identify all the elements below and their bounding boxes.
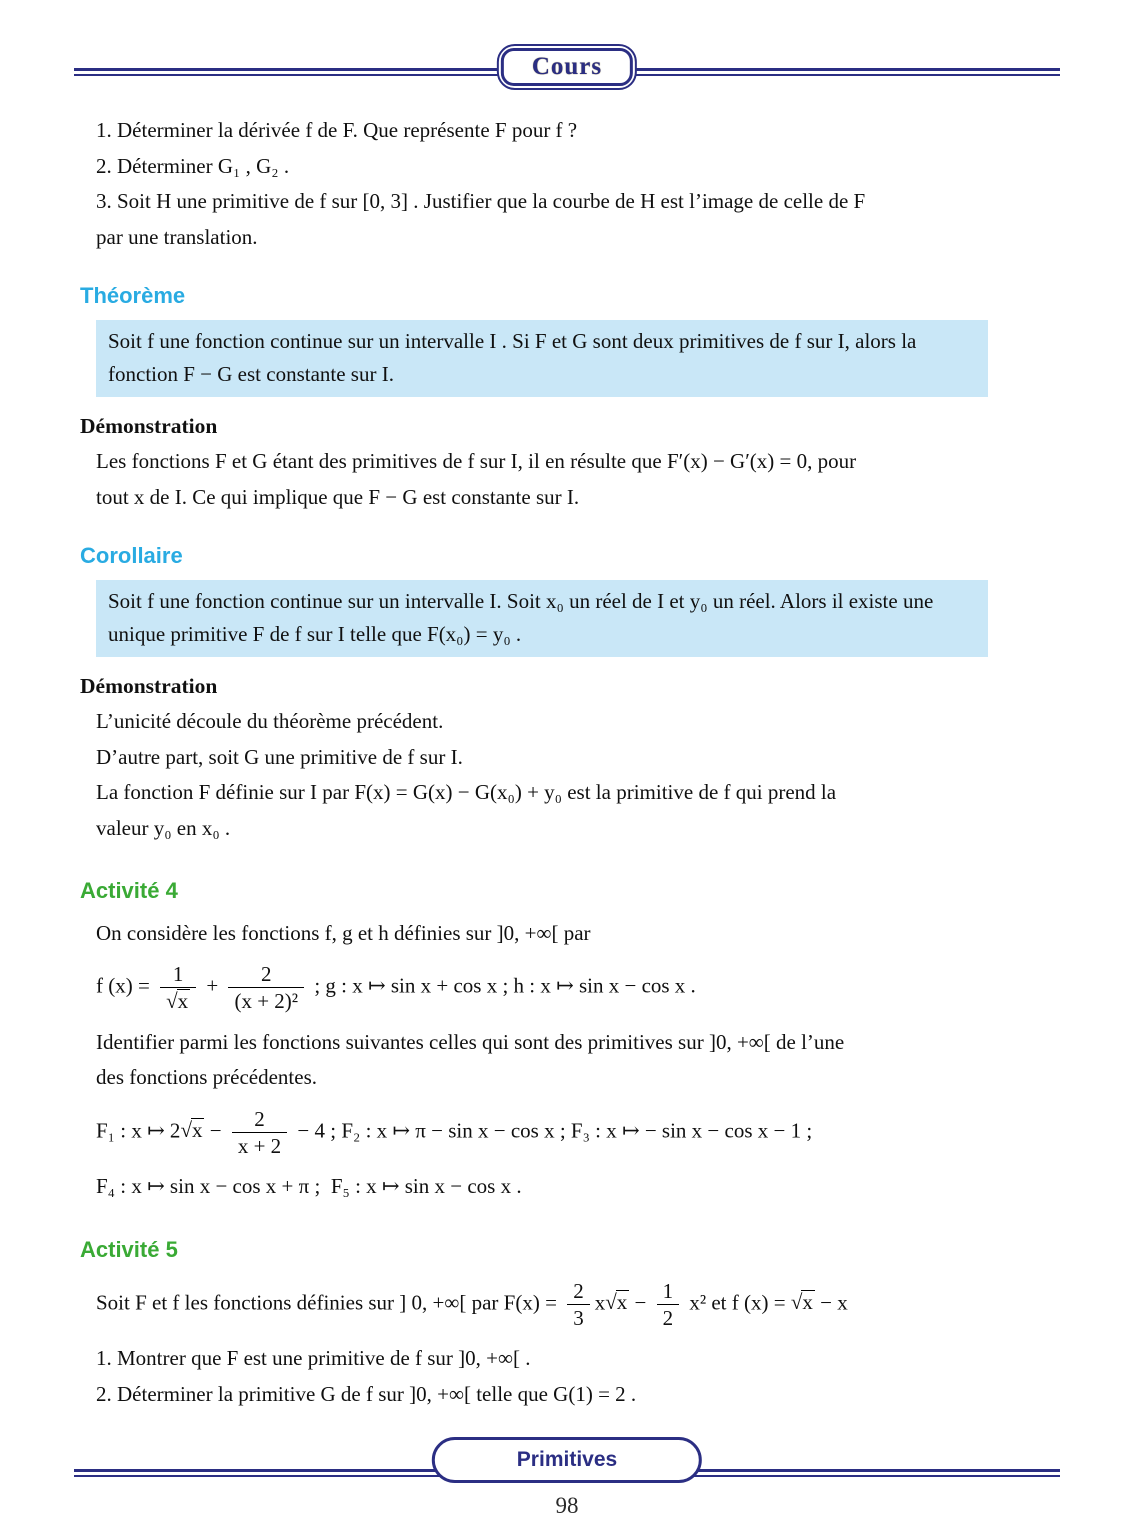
page-footer [0, 1413, 1134, 1485]
activite-4-identify-line-1: Identifier parmi les fonctions suivantes celles qui sont des primitives sur ]0, +∞[ de l’une [96, 1029, 845, 1054]
demonstration-1-line-2: tout x de I. Ce qui implique que F − G est constante sur I. [96, 484, 580, 509]
f3-definition: F₃ : x ↦ − sin x − cos x − 1 ; [570, 1118, 813, 1143]
demonstration-2-line-3: La fonction F définie sur I par F(x) = G(x) − G(x₀) + y₀ est la primitive de f qui prend la [96, 780, 837, 805]
activite-4-function-definitions [96, 962, 1050, 1013]
corollaire-heading: Corollaire [80, 543, 183, 569]
intro-item-1: 1. Déterminer la dérivée f de F. Que représente F pour f ? [96, 118, 578, 142]
activite-5-question-2: 2. Déterminer la primitive G de f sur ]0, +∞[ telle que G(1) = 2 . [96, 1381, 637, 1406]
fraction-one-half: $\frac{1}{2}$ [657, 1279, 680, 1330]
minus-operator: − [209, 1118, 222, 1143]
a5-x-factor: x [594, 1290, 606, 1315]
fraction-one-over-sqrt-x: $\frac{1}{√x}$ [160, 962, 196, 1013]
activite-5-question-1: 1. Montrer que F est une primitive de f sur ]0, +∞[ . [96, 1346, 531, 1371]
intro-item-3-line-1: 3. Soit H une primitive de f sur [0, 3] . Justifier que la courbe de H est l’image de celle de F [96, 189, 866, 214]
sqrt-x: √x [791, 1290, 815, 1314]
page-header [0, 0, 1134, 106]
demonstration-2-line-1: L’unicité découle du théorème précédent. [96, 709, 444, 734]
cours-badge [497, 44, 637, 90]
fraction-two-over-x-plus-2: $\frac{2}{x + 2}$ [232, 1107, 287, 1158]
sqrt-symbol: √ [790, 1290, 803, 1315]
sqrt-symbol: √ [605, 1290, 617, 1315]
page-content [0, 106, 1134, 1413]
sqrt-symbol: √ [166, 989, 178, 1014]
f4-definition: F₄ : x ↦ sin x − cos x + π ; [96, 1174, 321, 1198]
page-number: 98 [555, 1493, 579, 1519]
activite-4-identify-line-2: des fonctions précédentes. [96, 1065, 318, 1090]
sqrt-x: √x [180, 1118, 204, 1142]
demonstration-1-heading: Démonstration [80, 413, 218, 438]
fraction-two-thirds: $\frac{2}{3}$ [567, 1279, 590, 1330]
chapter-badge: Primitives [432, 1437, 702, 1483]
g-h-definitions: ; g : x ↦ sin x + cos x ; h : x ↦ sin x − cos x . [314, 973, 696, 998]
fraction-two-over-x-plus-2-squared: $\frac{2}{\text{(x + 2)²}}$ [228, 962, 304, 1013]
activite-4-intro: On considère les fonctions f, g et h définies sur ]0, +∞[ par [96, 920, 591, 945]
sqrt-x: √x [605, 1290, 629, 1314]
candidate-functions-line-2 [96, 1170, 1050, 1204]
activite-4-heading: Activité 4 [80, 878, 178, 904]
demonstration-2-line-4: valeur y₀ en x₀ . [96, 815, 231, 840]
a5-suffix: − x [820, 1290, 848, 1315]
f1-suffix: − 4 ; [297, 1118, 337, 1143]
f5-definition: F₅ : x ↦ sin x − cos x . [330, 1174, 522, 1198]
activite-5-heading: Activité 5 [80, 1236, 178, 1262]
theoreme-box: Soit f une fonction continue sur un intervalle I . Si F et G sont deux primitives de f sur I, alors la fonction F − G est constante sur I. [96, 320, 988, 397]
f2-definition: F₂ : x ↦ π − sin x − cos x ; [341, 1118, 566, 1143]
intro-item-2: 2. Déterminer G₁ , G₂ . [96, 153, 290, 178]
cours-badge-label: Cours [501, 48, 633, 86]
f1-prefix: F₁ : x ↦ 2 [96, 1118, 181, 1143]
demonstration-2-heading: Démonstration [80, 673, 218, 698]
fx-lhs: f (x) = [96, 973, 150, 998]
candidate-functions-line-1 [96, 1107, 1050, 1158]
activite-5-definition [96, 1279, 1050, 1330]
a5-prefix: Soit F et f les fonctions définies sur ] 0, +∞[ par F(x) = [96, 1290, 557, 1315]
demonstration-2-line-2: D’autre part, soit G une primitive de f sur I. [96, 744, 463, 769]
intro-item-3-line-2: par une translation. [96, 224, 258, 249]
minus-operator: − [634, 1290, 647, 1315]
demonstration-1-line-1: Les fonctions F et G étant des primitives de f sur I, il en résulte que F′(x) − G′(x) = 0, pour [96, 449, 857, 474]
theoreme-heading: Théorème [80, 283, 186, 309]
plus-operator: + [206, 973, 219, 998]
a5-middle: x² et f (x) = [689, 1290, 786, 1315]
sqrt-symbol: √ [180, 1118, 192, 1143]
corollaire-box: Soit f une fonction continue sur un intervalle I. Soit x₀ un réel de I et y₀ un réel. Alors il existe une unique primitive F de f sur I telle que F(x₀) = y₀ . [96, 580, 988, 657]
